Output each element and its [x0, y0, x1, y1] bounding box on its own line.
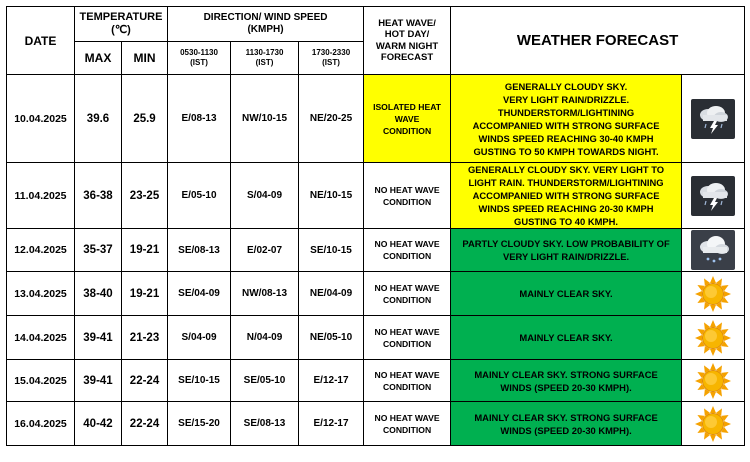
header-slot-2	[231, 42, 299, 75]
heatwave-text: CONDITION	[382, 338, 432, 349]
heatwave-cell	[364, 402, 451, 446]
forecast-line: GENERALLY CLOUDY SKY. VERY LIGHT TO	[468, 164, 665, 175]
heatwave-cell	[364, 75, 451, 163]
heatwave-text: CONDITION	[382, 381, 432, 392]
heatwave-text: ISOLATED HEAT	[373, 101, 442, 112]
forecast-line: VERY LIGHT RAIN/DRIZZLE.	[503, 251, 630, 262]
wind-morning-cell: SE/15-20	[168, 402, 231, 446]
heatwave-text: CONDITION	[382, 424, 432, 435]
wind-afternoon-cell: N/04-09	[231, 316, 299, 360]
header-slot-1	[168, 42, 231, 75]
icon-cell	[682, 360, 745, 402]
heatwave-line: WARM NIGHT	[375, 40, 439, 52]
max-temp-cell: 35-37	[75, 229, 122, 272]
date-cell: 14.04.2025	[7, 316, 75, 360]
date-cell: 12.04.2025	[7, 229, 75, 272]
wind-afternoon-cell: E/02-07	[231, 229, 299, 272]
forecast-line: ACCOMPANIED WITH STRONG SURFACE	[472, 119, 660, 131]
forecast-text-cell	[451, 272, 682, 316]
heatwave-line: HEAT WAVE/	[378, 17, 436, 29]
heatwave-cell	[364, 163, 451, 229]
wind-evening-cell: SE/10-15	[299, 229, 364, 272]
heatwave-text: CONDITION	[382, 294, 432, 305]
sun-icon	[691, 274, 735, 314]
forecast-row	[7, 402, 745, 446]
heatwave-text: CONDITION	[382, 125, 432, 136]
max-temp-cell: 38-40	[75, 272, 122, 316]
wind-afternoon-cell: S/04-09	[231, 163, 299, 229]
max-temp-cell: 36-38	[75, 163, 122, 229]
forecast-rows	[7, 75, 745, 446]
wind-evening-cell: NE/10-15	[299, 163, 364, 229]
slot-zone: (IST)	[190, 58, 208, 67]
slot-time: 1730-2330	[311, 48, 351, 57]
sun-icon	[691, 404, 735, 444]
wind-evening-cell: NE/05-10	[299, 316, 364, 360]
forecast-row	[7, 360, 745, 402]
icon-cell	[682, 402, 745, 446]
sun-icon	[691, 318, 735, 358]
heatwave-cell	[364, 229, 451, 272]
min-temp-cell: 21-23	[122, 316, 168, 360]
min-temp-cell: 22-24	[122, 360, 168, 402]
date-cell: 15.04.2025	[7, 360, 75, 402]
icon-cell	[682, 316, 745, 360]
thunderstorm-icon	[691, 176, 735, 216]
forecast-text-cell	[451, 229, 682, 272]
min-temp-cell: 23-25	[122, 163, 168, 229]
heatwave-text: NO HEAT WAVE	[374, 412, 440, 423]
min-temp-cell: 19-21	[122, 229, 168, 272]
heatwave-line: HOT DAY/	[384, 29, 430, 40]
header-direction	[168, 7, 364, 42]
date-cell: 11.04.2025	[7, 163, 75, 229]
forecast-row	[7, 272, 745, 316]
slot-zone: (IST)	[255, 58, 274, 67]
forecast-row	[7, 75, 745, 163]
heatwave-text: CONDITION	[382, 196, 432, 207]
cloud-drizzle-icon	[691, 230, 735, 270]
heatwave-text: WAVE	[394, 113, 420, 124]
icon-cell	[682, 75, 745, 163]
heatwave-cell	[364, 360, 451, 402]
forecast-line: GUSTING TO 40 KMPH.	[514, 216, 619, 227]
heatwave-text: NO HEAT WAVE	[374, 282, 440, 293]
header-max: MAX	[75, 42, 122, 75]
heatwave-text: NO HEAT WAVE	[374, 184, 440, 195]
thunderstorm-icon	[691, 99, 735, 139]
wind-evening-cell: E/12-17	[299, 360, 364, 402]
forecast-line: MAINLY CLEAR SKY. STRONG SURFACE	[474, 411, 658, 423]
wind-afternoon-cell: SE/08-13	[231, 402, 299, 446]
forecast-text-cell	[451, 360, 682, 402]
slot-time: 1130-1730	[245, 48, 284, 57]
wind-morning-cell: E/08-13	[168, 75, 231, 163]
icon-cell	[682, 229, 745, 272]
wind-morning-cell: SE/10-15	[168, 360, 231, 402]
max-temp-cell: 39.6	[75, 75, 122, 163]
forecast-line: WINDS SPEED REACHING 30-40 KMPH	[478, 132, 654, 144]
max-temp-cell: 39-41	[75, 360, 122, 402]
forecast-line: GUSTING TO 50 KMPH TOWARDS NIGHT.	[473, 145, 659, 157]
heatwave-text: CONDITION	[382, 251, 432, 261]
heatwave-text: NO HEAT WAVE	[374, 239, 440, 249]
wind-morning-cell: E/05-10	[168, 163, 231, 229]
forecast-line: MAINLY CLEAR SKY.	[519, 332, 613, 343]
slot-zone: (IST)	[322, 58, 340, 67]
forecast-line: VERY LIGHT RAIN/DRIZZLE.	[503, 93, 630, 105]
forecast-line: PARTLY CLOUDY SKY. LOW PROBABILITY OF	[462, 238, 670, 249]
wind-evening-cell: NE/04-09	[299, 272, 364, 316]
forecast-line: THUNDERSTORM/LIGHTINING	[497, 106, 635, 118]
temperature-unit: (℃)	[111, 24, 131, 36]
wind-afternoon-cell: NW/08-13	[231, 272, 299, 316]
heatwave-cell	[364, 272, 451, 316]
forecast-line: MAINLY CLEAR SKY. STRONG SURFACE	[474, 368, 658, 380]
heatwave-text: NO HEAT WAVE	[374, 369, 440, 380]
max-temp-cell: 39-41	[75, 316, 122, 360]
forecast-row	[7, 163, 745, 229]
header-date: DATE	[7, 7, 75, 75]
header-weather-forecast: WEATHER FORECAST	[451, 7, 745, 75]
wind-afternoon-cell: SE/05-10	[231, 360, 299, 402]
wind-morning-cell: S/04-09	[168, 316, 231, 360]
header-heatwave	[364, 7, 451, 75]
sun-icon	[691, 361, 735, 401]
date-cell: 13.04.2025	[7, 272, 75, 316]
direction-label: DIRECTION/ WIND SPEED	[203, 12, 328, 23]
forecast-line: WINDS (SPEED 20-30 KMPH).	[500, 381, 632, 393]
heatwave-line: FORECAST	[380, 52, 434, 63]
forecast-line: ACCOMPANIED WITH STRONG SURFACE	[472, 190, 660, 201]
forecast-table	[6, 6, 745, 446]
forecast-row	[7, 316, 745, 360]
icon-cell	[682, 272, 745, 316]
header-slot-3	[299, 42, 364, 75]
forecast-line: GENERALLY CLOUDY SKY.	[504, 80, 628, 92]
forecast-row	[7, 229, 745, 272]
temperature-label: TEMPERATURE	[79, 11, 163, 23]
min-temp-cell: 25.9	[122, 75, 168, 163]
wind-morning-cell: SE/08-13	[168, 229, 231, 272]
icon-cell	[682, 163, 745, 229]
heatwave-cell	[364, 316, 451, 360]
forecast-line: WINDS SPEED REACHING 20-30 KMPH	[478, 203, 654, 214]
direction-unit: (KMPH)	[247, 24, 284, 35]
heatwave-text: NO HEAT WAVE	[374, 326, 440, 337]
forecast-line: MAINLY CLEAR SKY.	[519, 288, 613, 299]
header-temperature	[75, 7, 168, 42]
min-temp-cell: 19-21	[122, 272, 168, 316]
forecast-text-cell	[451, 316, 682, 360]
forecast-text-cell	[451, 75, 682, 163]
forecast-line: LIGHT RAIN. THUNDERSTORM/LIGHTINING	[468, 177, 664, 188]
date-cell: 10.04.2025	[7, 75, 75, 163]
slot-time: 0530-1130	[180, 48, 218, 57]
wind-evening-cell: NE/20-25	[299, 75, 364, 163]
forecast-line: WINDS (SPEED 20-30 KMPH).	[500, 424, 632, 436]
forecast-text-cell	[451, 163, 682, 229]
wind-morning-cell: SE/04-09	[168, 272, 231, 316]
forecast-text-cell	[451, 402, 682, 446]
wind-afternoon-cell: NW/10-15	[231, 75, 299, 163]
max-temp-cell: 40-42	[75, 402, 122, 446]
header-row-1	[7, 7, 745, 42]
date-cell: 16.04.2025	[7, 402, 75, 446]
header-min: MIN	[122, 42, 168, 75]
min-temp-cell: 22-24	[122, 402, 168, 446]
wind-evening-cell: E/12-17	[299, 402, 364, 446]
